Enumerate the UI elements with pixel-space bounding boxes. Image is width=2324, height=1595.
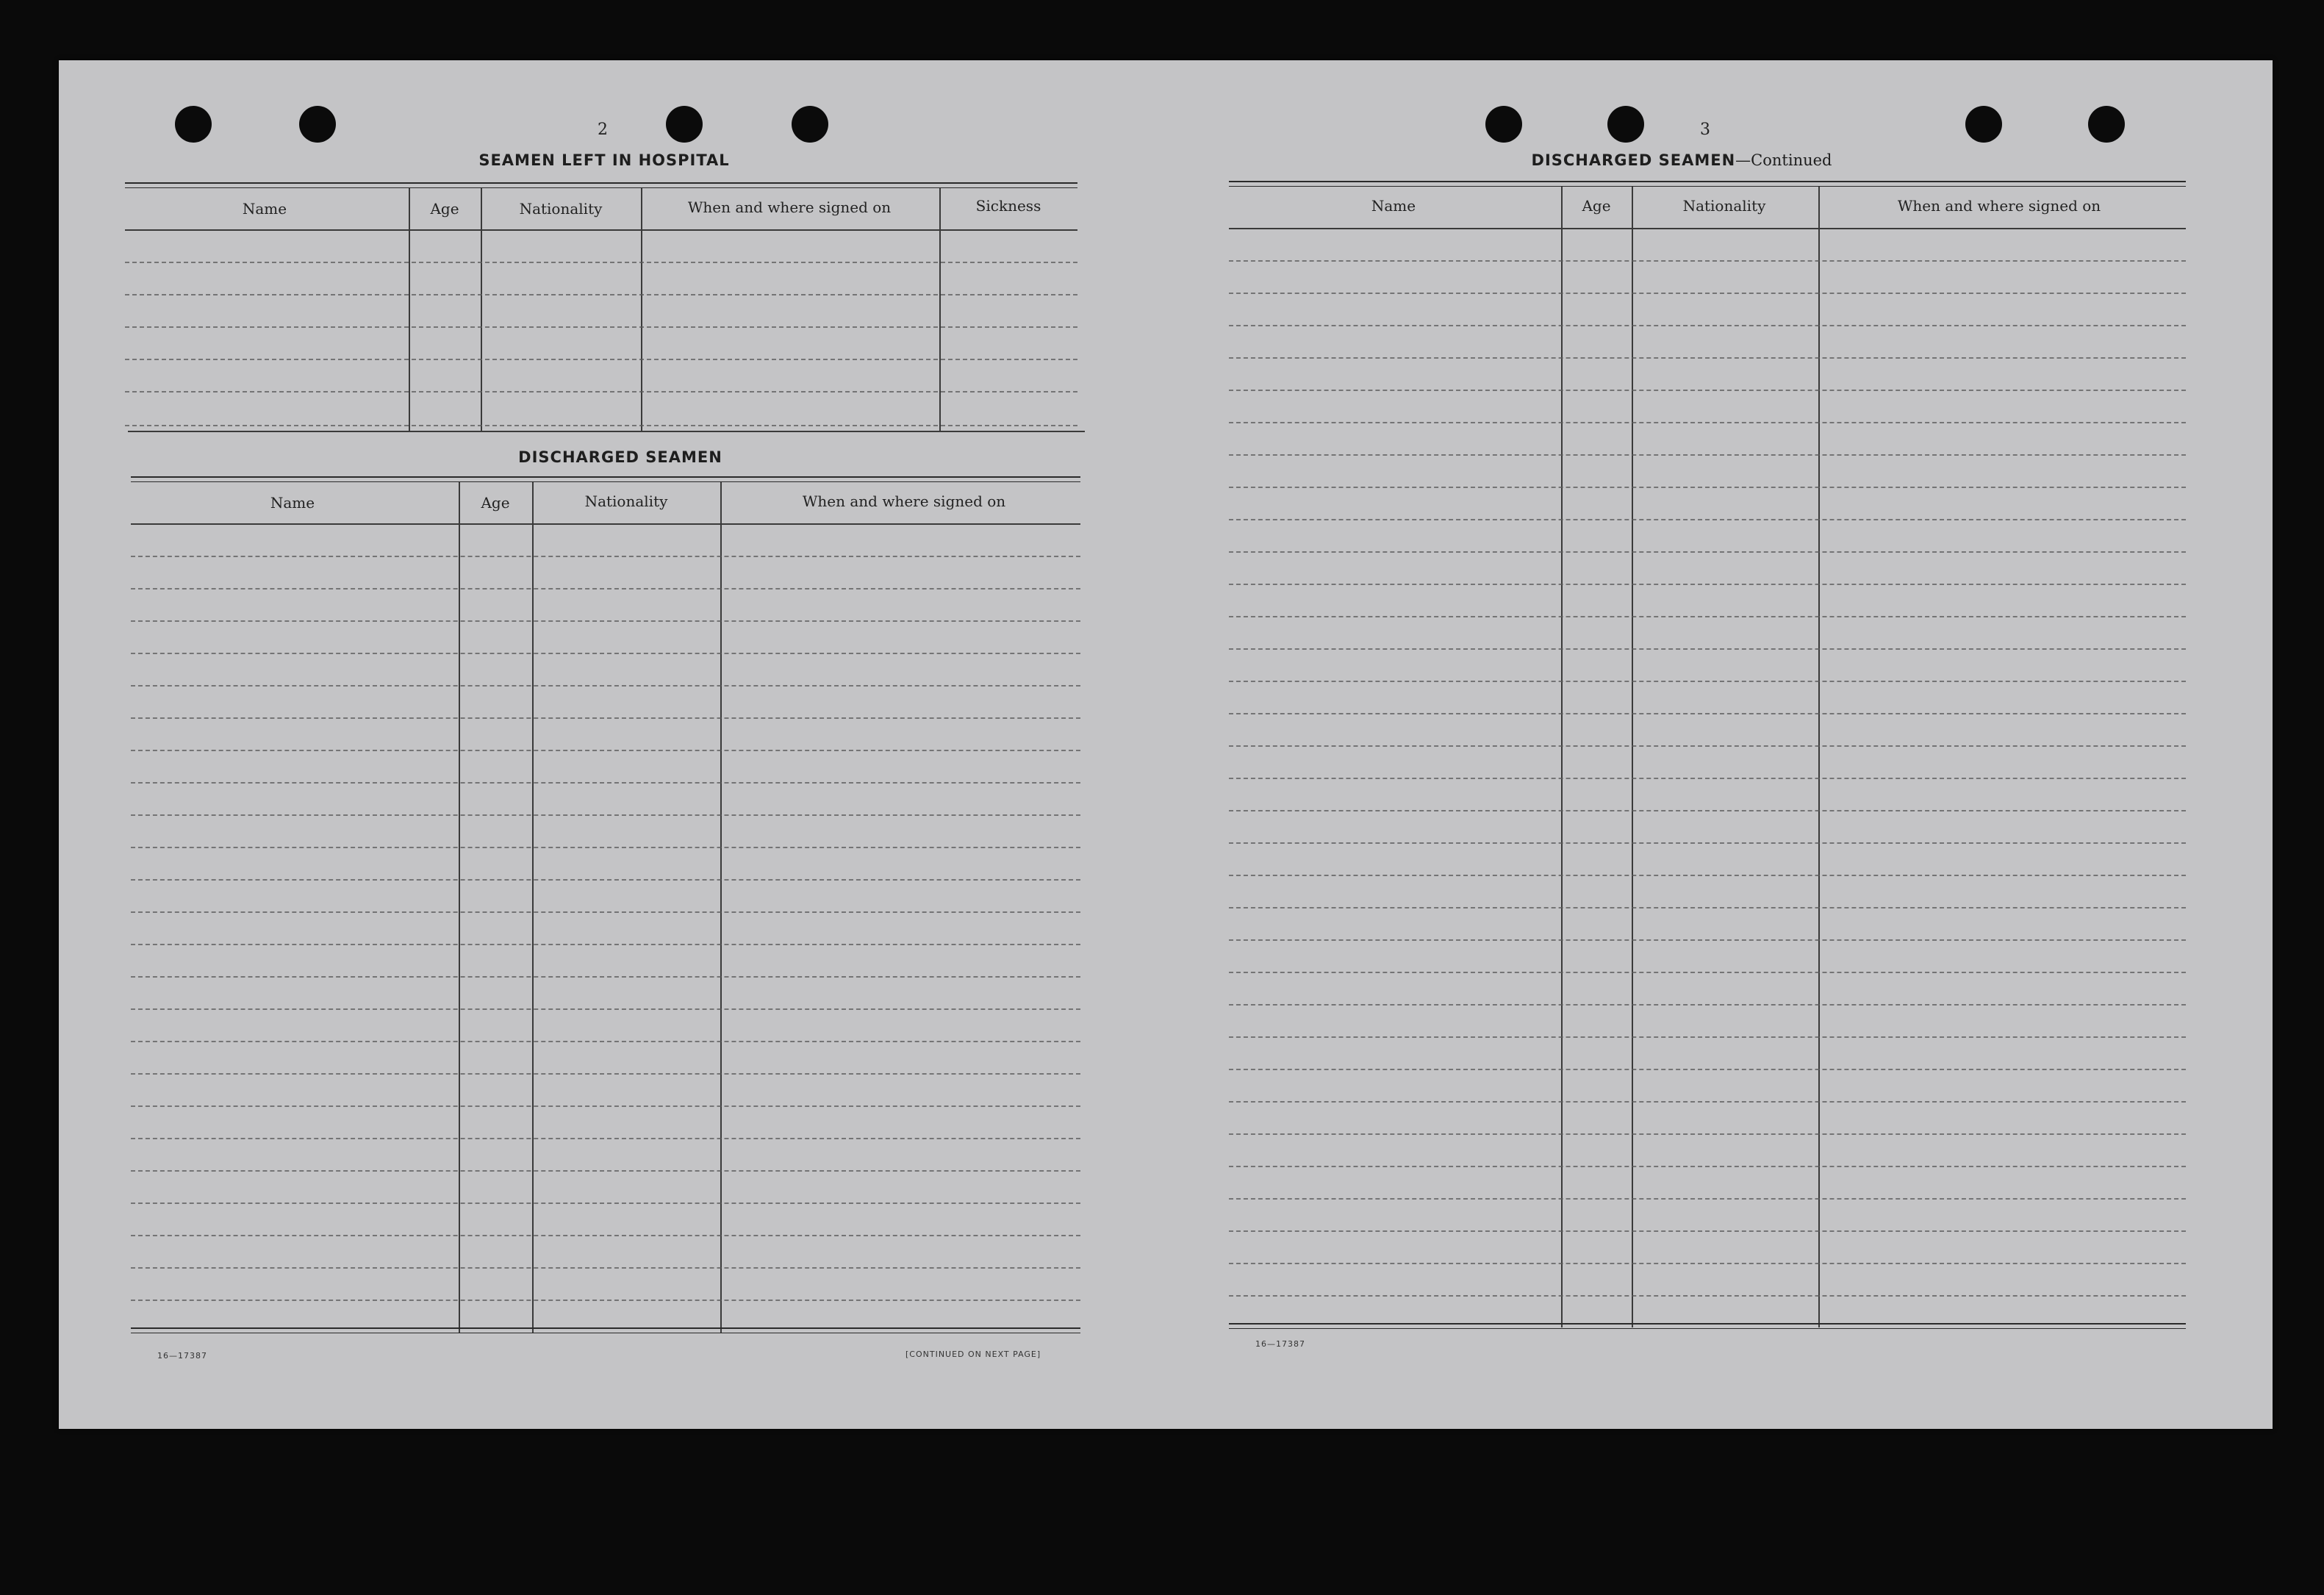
discharged-continued-table <box>1229 181 2186 1329</box>
table-row <box>131 1105 1080 1107</box>
table-row <box>125 262 1077 263</box>
table-row <box>1229 551 2186 553</box>
table-row <box>131 1041 1080 1042</box>
table-row <box>131 847 1080 848</box>
table-row <box>1229 1166 2186 1167</box>
table-row <box>1229 1295 2186 1297</box>
column-header-signed-on: When and where signed on <box>687 198 892 216</box>
table-row <box>1229 390 2186 391</box>
column-header-signed-on: When and where signed on <box>1897 197 2101 215</box>
table-row <box>125 391 1077 393</box>
section-title-main: DISCHARGED SEAMEN <box>1531 151 1736 169</box>
column-header-age: Age <box>481 494 510 512</box>
punch-hole <box>2088 106 2125 143</box>
punch-hole <box>1965 106 2002 143</box>
punch-hole <box>666 106 703 143</box>
column-header-name: Name <box>270 494 315 512</box>
header-rule <box>131 523 1080 525</box>
page-number-left: 2 <box>598 121 608 139</box>
column-header-nationality: Nationality <box>519 200 603 218</box>
table-row <box>1229 875 2186 876</box>
column-header-sickness: Sickness <box>975 197 1041 215</box>
table-row <box>131 1170 1080 1172</box>
table-row <box>1229 939 2186 941</box>
table-row <box>131 814 1080 816</box>
table-row <box>1229 778 2186 779</box>
table-bottom-rule <box>1229 1323 2186 1329</box>
table-row <box>131 944 1080 945</box>
table-row <box>131 717 1080 719</box>
table-row <box>131 588 1080 589</box>
table-row <box>131 620 1080 622</box>
table-row <box>1229 713 2186 714</box>
table-row <box>1229 681 2186 682</box>
table-row <box>131 1008 1080 1010</box>
punch-hole <box>299 106 336 143</box>
table-row <box>1229 616 2186 617</box>
table-top-rule <box>131 476 1080 482</box>
table-row <box>1229 260 2186 262</box>
punch-hole <box>1485 106 1522 143</box>
section-title-suffix: —Continued <box>1735 151 1832 169</box>
hospital-section-title: SEAMEN LEFT IN HOSPITAL <box>478 151 730 169</box>
table-row <box>131 976 1080 978</box>
column-divider <box>481 188 482 431</box>
table-row <box>1229 1133 2186 1135</box>
table-row <box>1229 907 2186 908</box>
table-row <box>1229 422 2186 423</box>
table-row <box>131 1073 1080 1075</box>
column-header-age: Age <box>430 200 459 218</box>
table-row <box>125 425 1077 426</box>
table-row <box>131 685 1080 687</box>
table-row <box>131 782 1080 784</box>
table-row <box>131 911 1080 913</box>
table-bottom-rule <box>131 1327 1080 1333</box>
column-header-name: Name <box>1371 197 1416 215</box>
discharged-section-title: DISCHARGED SEAMEN <box>518 448 722 466</box>
table-row <box>1229 810 2186 811</box>
table-top-rule <box>125 182 1077 188</box>
column-header-signed-on: When and where signed on <box>802 492 1006 510</box>
table-row <box>125 326 1077 328</box>
hospital-table <box>125 182 1077 432</box>
table-row <box>1229 293 2186 294</box>
column-divider <box>532 482 534 1333</box>
table-row <box>131 1267 1080 1269</box>
table-row <box>1229 1004 2186 1006</box>
table-row <box>131 1300 1080 1301</box>
table-row <box>1229 1069 2186 1070</box>
table-row <box>1229 745 2186 747</box>
column-divider <box>409 188 410 431</box>
table-row <box>1229 1036 2186 1038</box>
column-header-name: Name <box>242 200 287 218</box>
form-number-left: 16—17387 <box>157 1351 207 1361</box>
punch-hole <box>1607 106 1644 143</box>
form-sheet <box>59 60 2273 1429</box>
column-divider <box>720 482 722 1333</box>
table-row <box>1229 584 2186 585</box>
column-divider <box>459 482 460 1333</box>
table-row <box>131 1202 1080 1204</box>
table-row <box>131 653 1080 654</box>
page-number-right: 3 <box>1700 121 1710 139</box>
table-row <box>1229 325 2186 326</box>
column-header-age: Age <box>1582 197 1611 215</box>
table-row <box>131 879 1080 881</box>
punch-hole <box>175 106 212 143</box>
header-rule <box>1229 228 2186 229</box>
table-row <box>1229 454 2186 456</box>
table-row <box>1229 1101 2186 1103</box>
discharged-continued-title <box>1532 151 1832 169</box>
form-number-right: 16—17387 <box>1255 1339 1305 1349</box>
table-row <box>131 750 1080 751</box>
table-row <box>1229 648 2186 650</box>
column-divider <box>939 188 941 431</box>
table-row <box>1229 1230 2186 1232</box>
table-row <box>1229 972 2186 973</box>
table-top-rule <box>1229 181 2186 187</box>
continued-note: [CONTINUED ON NEXT PAGE] <box>905 1350 1041 1359</box>
table-row <box>1229 842 2186 844</box>
table-row <box>131 1138 1080 1139</box>
table-row <box>125 294 1077 295</box>
column-header-nationality: Nationality <box>584 492 668 510</box>
discharged-table <box>131 476 1080 1335</box>
header-rule <box>125 229 1077 231</box>
section-divider <box>128 431 1085 432</box>
table-row <box>1229 357 2186 359</box>
table-row <box>1229 487 2186 488</box>
table-row <box>131 1235 1080 1236</box>
table-row <box>125 359 1077 360</box>
table-row <box>1229 519 2186 520</box>
column-header-nationality: Nationality <box>1682 197 1766 215</box>
table-row <box>131 556 1080 557</box>
table-row <box>1229 1198 2186 1200</box>
column-divider <box>641 188 642 431</box>
table-row <box>1229 1263 2186 1264</box>
punch-hole <box>792 106 828 143</box>
